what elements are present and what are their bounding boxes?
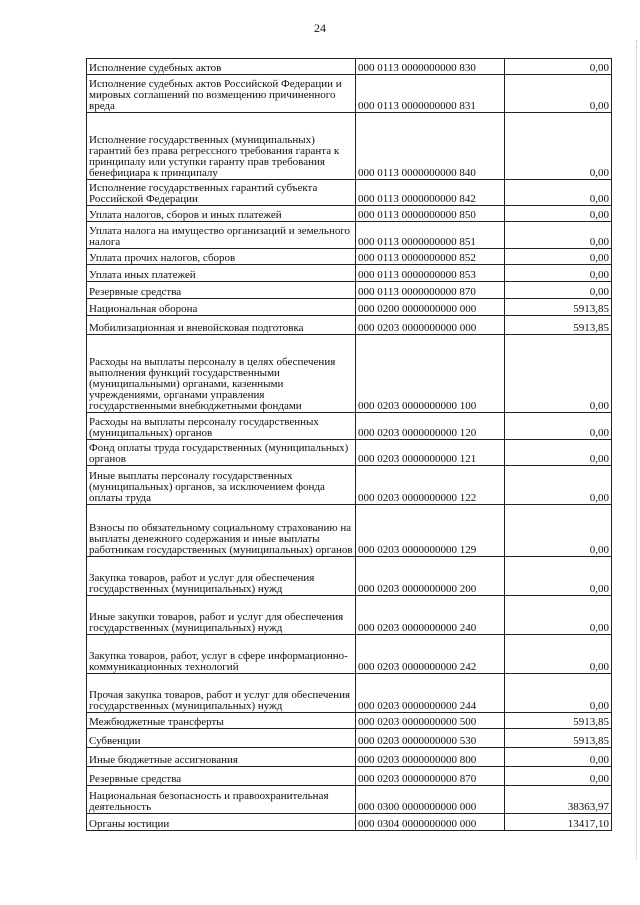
row-amount: 0,00 — [505, 674, 612, 713]
row-amount: 0,00 — [505, 413, 612, 440]
table-row — [87, 113, 612, 180]
row-code: 000 0113 0000000000 840 — [356, 113, 505, 180]
table-row — [87, 466, 612, 505]
row-code: 000 0300 0000000000 000 — [356, 786, 505, 814]
row-amount: 0,00 — [505, 113, 612, 180]
row-name: Исполнение государственных (муниципальных) гарантий без права регрессного требования гаранта к принципалу или уступки гаранту прав требования бенефициара к принципалу — [87, 113, 356, 180]
table-row — [87, 748, 612, 767]
row-name: Закупка товаров, работ и услуг для обеспечения государственных (муниципальных) нужд — [87, 557, 356, 596]
table-row — [87, 413, 612, 440]
row-amount: 0,00 — [505, 596, 612, 635]
table-row — [87, 440, 612, 466]
row-amount: 0,00 — [505, 440, 612, 466]
row-code: 000 0113 0000000000 851 — [356, 222, 505, 249]
row-amount: 0,00 — [505, 282, 612, 299]
row-amount: 0,00 — [505, 335, 612, 413]
row-amount: 5913,85 — [505, 316, 612, 335]
row-amount: 0,00 — [505, 249, 612, 265]
row-code: 000 0203 0000000000 200 — [356, 557, 505, 596]
row-code: 000 0113 0000000000 853 — [356, 265, 505, 282]
row-amount: 13417,10 — [505, 814, 612, 831]
page-number: 24 — [314, 21, 326, 35]
row-name: Субвенции — [87, 729, 356, 748]
table-row — [87, 596, 612, 635]
table-row — [87, 729, 612, 748]
row-name: Прочая закупка товаров, работ и услуг для обеспечения государственных (муниципальных) нужд — [87, 674, 356, 713]
row-code: 000 0203 0000000000 129 — [356, 505, 505, 557]
row-name: Исполнение судебных актов Российской Федерации и мировых соглашений по возмещению причиненного вреда — [87, 75, 356, 113]
table-row — [87, 222, 612, 249]
row-amount: 0,00 — [505, 466, 612, 505]
row-code: 000 0113 0000000000 870 — [356, 282, 505, 299]
row-amount: 0,00 — [505, 206, 612, 222]
row-name: Исполнение государственных гарантий субъекта Российской Федерации — [87, 180, 356, 206]
table-row — [87, 767, 612, 786]
row-amount: 0,00 — [505, 748, 612, 767]
row-code: 000 0113 0000000000 830 — [356, 59, 505, 75]
row-code: 000 0203 0000000000 870 — [356, 767, 505, 786]
row-name: Уплата налогов, сборов и иных платежей — [87, 206, 356, 222]
row-name: Резервные средства — [87, 767, 356, 786]
row-name: Национальная оборона — [87, 299, 356, 316]
row-name: Расходы на выплаты персоналу государственных (муниципальных) органов — [87, 413, 356, 440]
table-row — [87, 180, 612, 206]
table-row — [87, 59, 612, 75]
row-name: Органы юстиции — [87, 814, 356, 831]
table-row — [87, 814, 612, 831]
table-row — [87, 206, 612, 222]
row-code: 000 0304 0000000000 000 — [356, 814, 505, 831]
table-row — [87, 299, 612, 316]
table-row — [87, 75, 612, 113]
table-row — [87, 282, 612, 299]
row-name: Иные выплаты персоналу государственных (муниципальных) органов, за исключением фонда оплаты труда — [87, 466, 356, 505]
row-code: 000 0203 0000000000 242 — [356, 635, 505, 674]
row-code: 000 0203 0000000000 121 — [356, 440, 505, 466]
table-row — [87, 713, 612, 729]
row-amount: 0,00 — [505, 557, 612, 596]
table-row — [87, 557, 612, 596]
row-code: 000 0203 0000000000 240 — [356, 596, 505, 635]
row-code: 000 0203 0000000000 500 — [356, 713, 505, 729]
row-code: 000 0113 0000000000 852 — [356, 249, 505, 265]
row-code: 000 0203 0000000000 800 — [356, 748, 505, 767]
row-name: Закупка товаров, работ, услуг в сфере информационно-коммуникационных технологий — [87, 635, 356, 674]
row-code: 000 0203 0000000000 244 — [356, 674, 505, 713]
table-row — [87, 249, 612, 265]
row-code: 000 0200 0000000000 000 — [356, 299, 505, 316]
row-code: 000 0203 0000000000 100 — [356, 335, 505, 413]
row-amount: 0,00 — [505, 505, 612, 557]
row-amount: 0,00 — [505, 265, 612, 282]
row-name: Уплата иных платежей — [87, 265, 356, 282]
row-code: 000 0203 0000000000 000 — [356, 316, 505, 335]
row-name: Иные бюджетные ассигнования — [87, 748, 356, 767]
row-code: 000 0113 0000000000 850 — [356, 206, 505, 222]
row-amount: 0,00 — [505, 222, 612, 249]
row-amount: 38363,97 — [505, 786, 612, 814]
row-amount: 5913,85 — [505, 299, 612, 316]
row-name: Взносы по обязательному социальному страхованию на выплаты денежного содержания и иные выплаты работникам государственных (муниципальных) органов — [87, 505, 356, 557]
row-amount: 0,00 — [505, 635, 612, 674]
row-name: Мобилизационная и вневойсковая подготовка — [87, 316, 356, 335]
row-name: Иные закупки товаров, работ и услуг для обеспечения государственных (муниципальных) нужд — [87, 596, 356, 635]
row-code: 000 0203 0000000000 120 — [356, 413, 505, 440]
row-name: Расходы на выплаты персоналу в целях обеспечения выполнения функций государственными (муниципальными) органами, казенными учреждениями, органами управления государственными внебюджетными фондами — [87, 335, 356, 413]
row-name: Национальная безопасность и правоохранительная деятельность — [87, 786, 356, 814]
row-amount: 5913,85 — [505, 729, 612, 748]
table-row — [87, 635, 612, 674]
table-row — [87, 786, 612, 814]
row-code: 000 0203 0000000000 122 — [356, 466, 505, 505]
row-name: Уплата налога на имущество организаций и земельного налога — [87, 222, 356, 249]
row-amount: 0,00 — [505, 59, 612, 75]
table-row — [87, 335, 612, 413]
row-amount: 0,00 — [505, 767, 612, 786]
row-amount: 0,00 — [505, 75, 612, 113]
row-name: Резервные средства — [87, 282, 356, 299]
row-name: Исполнение судебных актов — [87, 59, 356, 75]
row-code: 000 0113 0000000000 842 — [356, 180, 505, 206]
table-row — [87, 674, 612, 713]
row-code: 000 0203 0000000000 530 — [356, 729, 505, 748]
row-name: Фонд оплаты труда государственных (муниципальных) органов — [87, 440, 356, 466]
budget-table — [86, 58, 612, 831]
row-name: Межбюджетные трансферты — [87, 713, 356, 729]
row-name: Уплата прочих налогов, сборов — [87, 249, 356, 265]
row-amount: 5913,85 — [505, 713, 612, 729]
table-row — [87, 265, 612, 282]
row-amount: 0,00 — [505, 180, 612, 206]
table-row — [87, 505, 612, 557]
scan-edge-marks — [633, 40, 637, 860]
row-code: 000 0113 0000000000 831 — [356, 75, 505, 113]
table-row — [87, 316, 612, 335]
